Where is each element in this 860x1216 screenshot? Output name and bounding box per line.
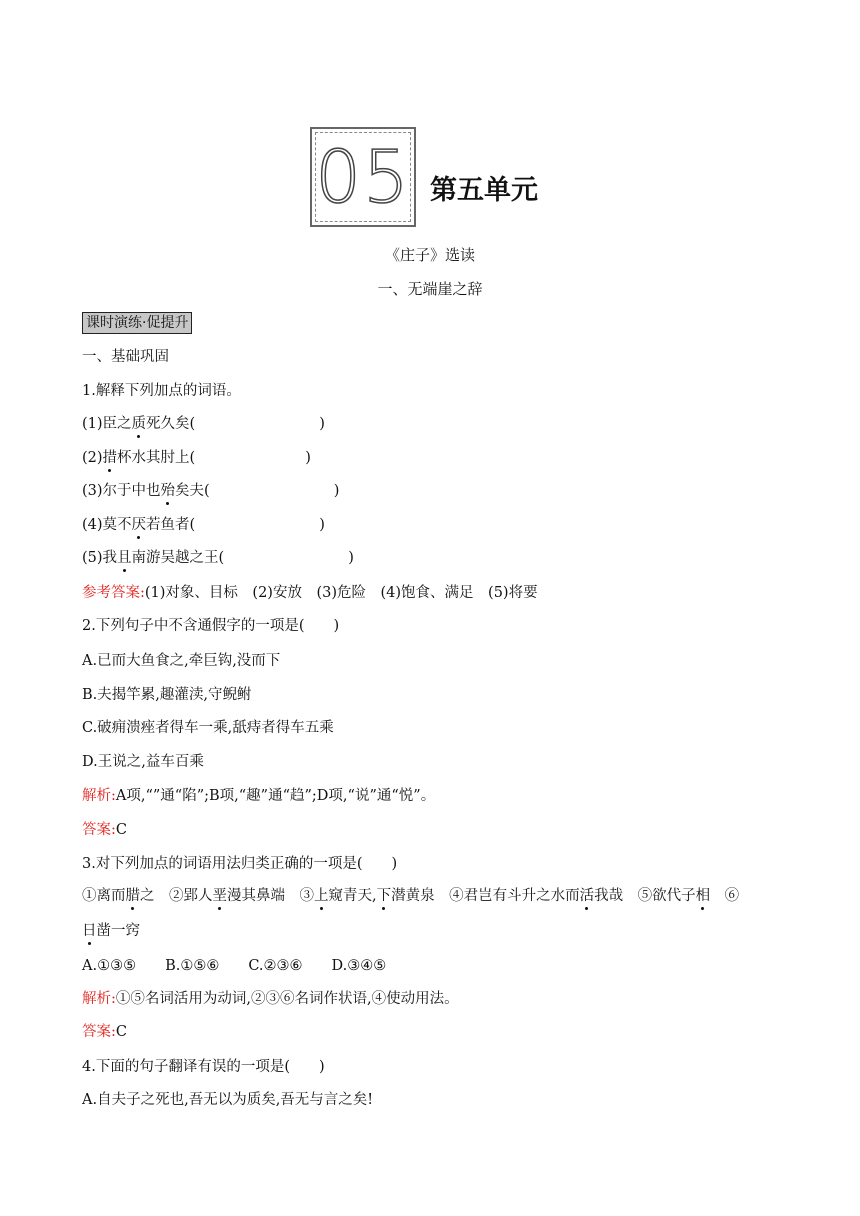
q2-answer [82,818,127,839]
q3-items-line-1: ①离而腊之 ②郢人垩漫其鼻端 ③上窥青天,下潜黄泉 ④君岂有斗升之水而活我哉 ⑤欲代子相 ⑥ [82,888,740,904]
analysis-text: A项,“”通“陷”;B项,“趣”通“趋”;D项,“说”通“悦”。 [115,788,436,804]
q1-item-1: (1)臣之质死久矣( ) [82,416,325,432]
answer-label: 参考答案: [82,585,145,601]
q3-answer [82,1020,127,1041]
q1-answer [82,581,538,602]
chapter-subtitle-text: 《庄子》选读 [384,246,475,264]
answer-text: C [115,822,127,838]
unit-number-box [310,127,416,227]
unit-title: 第五单元 [430,174,538,206]
practice-tag: 课时演练·促提升 [82,312,192,334]
q4-option-a: A.自夫子之死也,吾无以为质矣,吾无与言之矣! [82,1092,374,1108]
answer-text: C [115,1024,127,1040]
analysis-text: ①⑤名词活用为动词,②③⑥名词作状语,④使动用法。 [115,991,459,1007]
q1-stem: 1.解释下列加点的词语。 [82,383,241,399]
dotted-word: 质 [131,416,147,432]
q3-items-line-2: 日凿一窍 [82,923,140,939]
section-heading: 一、基础巩固 [82,349,169,365]
q2-option-b: B.夫揭竿累,趣灌渎,守鲵鲋 [82,687,252,703]
q2-stem: 2.下列句子中不含通假字的一项是( ) [82,618,340,634]
analysis-label: 解析: [82,788,116,804]
answer-label: 答案: [82,1024,116,1040]
dotted-word: 厌 [131,517,147,533]
q2-option-c: C.破痈溃痤者得车一乘,舐痔者得车五乘 [82,720,334,736]
unit-number: 05 [315,135,411,219]
q2-analysis [82,784,435,805]
q1-item-4: (4)莫不厌若鱼者( ) [82,517,325,533]
dotted-word: 殆 [160,483,176,499]
q3-choices: A.①③⑤ B.①⑤⑥ C.②③⑥ D.③④⑤ [82,958,387,974]
unit-header [310,127,538,227]
answer-label: 答案: [82,822,116,838]
q1-item-3: (3)尔于中也殆矣夫( ) [82,483,340,499]
q3-stem: 3.对下列加点的词语用法归类正确的一项是( ) [82,856,398,872]
dotted-word: 措 [102,450,118,466]
dotted-word: 且 [117,550,132,566]
q3-analysis [82,987,459,1008]
chapter-subtitle [0,244,860,265]
lesson-title [0,278,860,299]
q4-stem: 4.下面的句子翻译有误的一项是( ) [82,1059,325,1075]
lesson-title-text: 一、无端崖之辞 [377,280,483,298]
q2-option-a: A.已而大鱼食之,牵巨钩,没而下 [82,653,281,669]
q1-item-2: (2)措杯水其肘上( ) [82,450,311,466]
q1-item-5: (5)我且南游吴越之王( ) [82,550,354,566]
answer-text: (1)对象、目标 (2)安放 (3)危险 (4)饱食、满足 (5)将要 [144,585,538,601]
q2-option-d: D.王说之,益车百乘 [82,754,204,770]
analysis-label: 解析: [82,991,116,1007]
